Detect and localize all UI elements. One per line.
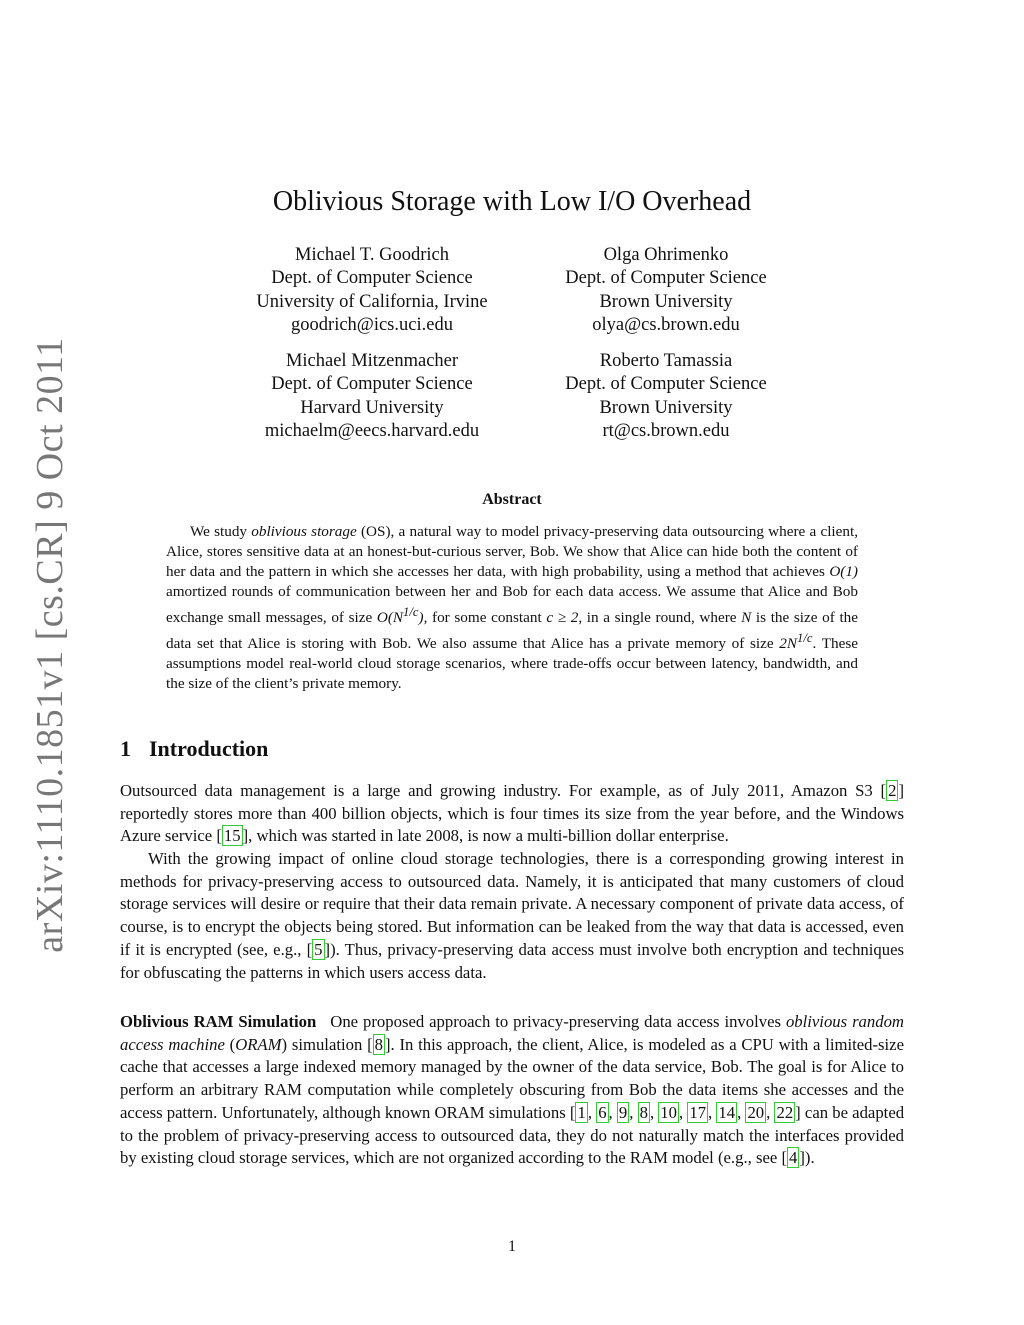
author-email: rt@cs.brown.edu (602, 420, 730, 441)
author-dept: Dept. of Computer Science (271, 374, 473, 395)
oram-paragraph: Oblivious RAM Simulation One proposed approach to privacy-preserving data access involves oblivious random access machine (ORAM) simulation [ 8 ]. In this approach, the client, Alice, is modeled as a CPU with a limited-size cache that accesses a large indexed memory managed by the owner of the data service, Bob. The goal is for Alice to perform an arbitrary RAM computation while completely obscuring from Bob the data items she accesses and the access pattern. Unfortunately, although known ORAM simulations [ 1 , 6 , 9 , 8 , 10 , 17 , 14 , 20 , 22 ] can be adapted to the problem of privacy-preserving access to outsourced data, they do not naturally match the interfaces provided by existing cloud storage services, which are not organized according to the RAM model (e.g., see [ 4 ]). (120, 1012, 905, 1168)
citation-link[interactable]: 20 (747, 1102, 765, 1122)
paragraph-heading: Oblivious RAM Simulation (120, 1012, 317, 1031)
author-email: olya@cs.brown.edu (592, 314, 740, 335)
citation-link[interactable]: 17 (689, 1102, 707, 1122)
intro-paragraph-1: Outsourced data management is a large and growing industry. For example, as of July 2011, Amazon S3 [ 2 ] reportedly stores more than 400 billion objects, which is four times its size from the year before, and the Windows Azure service [ 15 ], which was started in late 2008, is now a multi-billion dollar enterprise. (120, 781, 904, 846)
citation-link[interactable]: 4 (789, 1148, 798, 1168)
author-block (222, 350, 522, 443)
author-block (516, 350, 816, 443)
citation-link[interactable]: 6 (598, 1102, 607, 1122)
author-name: Olga Ohrimenko (603, 245, 729, 265)
author-institution: Harvard University (300, 397, 444, 418)
section-number: 1 (120, 736, 131, 761)
author-dept: Dept. of Computer Science (565, 268, 767, 289)
author-block (516, 244, 816, 337)
author-institution: Brown University (599, 397, 733, 418)
author-institution: University of California, Irvine (256, 291, 488, 312)
citation-link[interactable]: 22 (776, 1102, 794, 1122)
citation-link[interactable]: 8 (639, 1102, 648, 1122)
author-email: goodrich@ics.uci.edu (291, 314, 453, 335)
citation-link[interactable]: 5 (314, 939, 323, 959)
author-block (222, 244, 522, 337)
abstract-text: We study oblivious storage (OS), a natural way to model privacy-preserving data outsourcing where a client, Alice, stores sensitive data at an honest-but-curious server, Bob. We show that Alice can hide both the content of her data and the pattern in which she accesses her data, with high probability, using a method that achieves O(1) amortized rounds of communication between her and Bob for each data access. We assume that Alice and Bob exchange small messages, of size $O(N^{1/c})$, for some constant c ≥ 2, in a single round, where N is the size of the data set that Alice is storing with Bob. We also assume that Alice has a private memory of size $2N^{1/c}$. These assumptions model real-world cloud storage scenarios, where trade-offs occur between latency, bandwidth, and the size of the client’s private memory. (166, 523, 859, 693)
author-dept: Dept. of Computer Science (565, 374, 767, 395)
author-name: Michael Mitzenmacher (285, 351, 459, 371)
section-heading (120, 734, 268, 764)
author-name: Michael T. Goodrich (295, 245, 449, 265)
citation-link[interactable]: 8 (374, 1034, 383, 1054)
abstract-heading: Abstract (482, 491, 542, 508)
citation-link[interactable]: 9 (618, 1102, 628, 1122)
author-email: michaelm@eecs.harvard.edu (264, 420, 480, 441)
citation-link[interactable]: 2 (888, 781, 897, 800)
author-institution: Brown University (599, 291, 733, 312)
citation-link[interactable]: 1 (577, 1102, 586, 1122)
citation-link[interactable]: 15 (223, 826, 241, 846)
author-name: Roberto Tamassia (599, 351, 733, 371)
arxiv-identifier-stamp: arXiv:1110.1851v1 [cs.CR] 9 Oct 2011 (29, 337, 71, 953)
page-number: 1 (508, 1238, 516, 1255)
citation-link[interactable]: 14 (718, 1102, 736, 1122)
author-dept: Dept. of Computer Science (271, 268, 473, 289)
section-title-text: Introduction (149, 736, 269, 761)
citation-link[interactable]: 10 (660, 1102, 677, 1122)
intro-paragraph-2: With the growing impact of online cloud storage technologies, there is a corresponding growing interest in methods for privacy-preserving access to outsourced data. Namely, it is anticipated that many customers of cloud storage services will desire or require that their data remain private. A necessary component of private data access, of course, is to encrypt the objects being stored. But information can be leaked from the way that data is accessed, even if it is encrypted (see, e.g., [ 5 ]). Thus, privacy-preserving data access must involve both encryption and techniques for obfuscating the patterns in which users access data. (120, 849, 905, 982)
paper-title: Oblivious Storage with Low I/O Overhead (272, 186, 752, 217)
